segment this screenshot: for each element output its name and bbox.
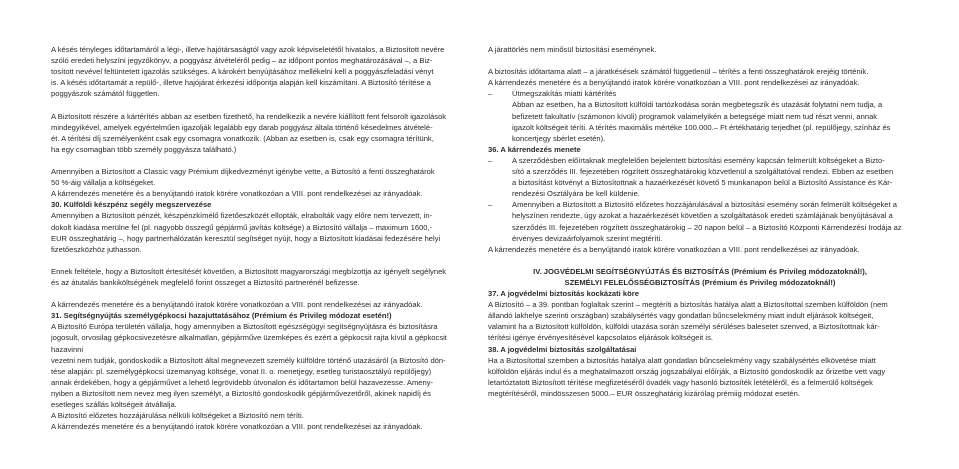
text-line: A Biztosító előzetes hozzájárulása nélküli költségeket a Biztosító nem téríti. bbox=[51, 411, 304, 421]
text-line: dokolt kiadása merülne fel (pl. nagyobb összegű gépjármű javítás költsége) a Biztosító vállalja – maximum 1600,- bbox=[51, 222, 433, 232]
text-line: szóló eredeti helyszíni jegyzőkönyv, a poggyász átvételéről pedig – az időpont pontos meghatározásával –, a Biz- bbox=[51, 56, 433, 66]
text-line: Ha a Biztosítottal szemben a biztosítás hatálya alatt gondatlan bűncselekmény vagy szabálysértés elkövetése miatt bbox=[488, 355, 876, 365]
text-line: állandó lakhelye szerinti országban) szabálysértés vagy gondatlan bűncselekmény miatt indult eljárások költségeit, bbox=[488, 311, 874, 321]
dash-marker: – bbox=[488, 155, 493, 165]
section-title-iv bbox=[488, 266, 912, 288]
text-line: érvényes devizaárfolyamok szerint megtéríti. bbox=[512, 233, 663, 243]
section-heading-30: 30. Külföldi készpénz segély megszervezése bbox=[51, 200, 212, 210]
text-line: annak érdekében, hogy a gépjárművet a lehető legrövidebb útvonalon és időtartamon belül hazavezesse. Ameny- bbox=[51, 377, 434, 387]
karrendezes-note bbox=[51, 299, 473, 310]
dijkedvezmeny-paragraph bbox=[51, 166, 473, 199]
text-line: Útmegszakítás miatti kártérítés bbox=[512, 89, 617, 99]
text-line: helyszínen rendezte, úgy azokat a hazaérkezését követően a szolgáltatások eredeti számlájának benyújtásával a bbox=[512, 211, 893, 221]
karterites-paragraph bbox=[51, 111, 473, 155]
text-line: ha egy csomagban több személy poggyásza található.) bbox=[51, 144, 237, 154]
karrendezes-note bbox=[488, 244, 912, 255]
text-line: 50 %-áig vállalja a költségeket. bbox=[51, 178, 156, 188]
text-line: A kárrendezés menetére és a benyújtandó iratok körére vonatkozóan a VIII. pont rendelkezései az irányadóak. bbox=[51, 300, 423, 310]
left-column bbox=[51, 44, 473, 432]
text-line: rendezési Osztályára be kell küldenie. bbox=[512, 189, 640, 199]
text-line: A kárrendezés menetére és a benyújtandó iratok körére vonatkozóan a VIII. pont rendelkezései az irányadóak. bbox=[488, 78, 860, 88]
text-line: A kárrendezés menetére és a benyújtandó iratok körére vonatkozóan a VIII. pont rendelkezései az irányadóak. bbox=[51, 422, 423, 432]
dash-marker: – bbox=[488, 200, 493, 210]
text-line: esetleges szállás költségeit átvállalja. bbox=[51, 400, 177, 409]
section-heading-31: 31. Segítségnyújtás személygépkocsi hazajuttatásához (Prémium és Privileg módozat esetén!) bbox=[51, 311, 392, 321]
jogvedelem-szolgaltatas-paragraph bbox=[488, 355, 912, 399]
text-line: A kárrendezés menetére és a benyújtandó iratok körére vonatkozóan a VIII. pont rendelkezései az irányadóak. bbox=[51, 189, 423, 199]
karrendezes-item-2 bbox=[488, 199, 912, 243]
jogvedelem-kockazat-paragraph bbox=[488, 299, 912, 343]
section-heading-38: 38. A jogvédelmi biztosítás szolgáltatásai bbox=[488, 344, 637, 354]
text-line: A Biztosító Európa területén vállalja, hogy amennyiben a Biztosított egészségügyi segítségnyújtásra és biztosításra bbox=[51, 322, 438, 332]
text-line: A Biztosító – a 39. pontban foglaltak szerint – megtéríti a biztosítás hatálya alatt a Biztosítottal szemben külföldön (nem bbox=[488, 300, 888, 310]
text-line: vezetni nem tudják, gondoskodik a Biztosított által megnevezett személy külföldre történő utazásáról (a Biztosító dön- bbox=[51, 355, 446, 365]
text-line: poggyászok számától független. bbox=[51, 89, 160, 99]
text-line: megtérítéséről, mindösszesen 5000.– EUR összeghatárig kizárólag prémiig módozat esetén. bbox=[488, 388, 800, 398]
text-line: ét. A térítési díj személyenként csak egy csomagra vonatkozik. (Abban az esetben is, csak egy csomagra térítünk, bbox=[51, 133, 434, 143]
gepkocsi-paragraph bbox=[51, 321, 473, 432]
text-line: jogosult, orvosilag gépkocsivezetésre alkalmatlan, gépjárműve üzemképes és ezért a gépkocsit rajta kívül a gépkocsit hazavinni bbox=[51, 333, 447, 354]
text-line: befizetett fakultatív (számonon kívüli) programok valamelyikén a betegsége miatt nem tud részt venni, annak bbox=[512, 111, 878, 121]
text-line: térítési igénye érvényesítésével kapcsolatos eljárások költségeit is. bbox=[488, 333, 713, 343]
text-line: és az átutalás bankiköltségének megfelelő forint összeget a Biztosító partnerénél befizesse. bbox=[51, 277, 360, 287]
text-line: A járattörlés nem minősül biztosítási eseménynek. bbox=[488, 45, 657, 54]
text-line: mindegyikével, amelyek egyértelműen igazolják legalább egy darab poggyász általa történő késedelmes átvételé- bbox=[51, 122, 433, 132]
text-line: Ennek feltétele, hogy a Biztosított értesítését követően, a Biztosított magyarországi megbízottja az igényelt segélynek bbox=[51, 266, 447, 276]
right-column bbox=[488, 44, 912, 399]
section-title-line: IV. JOGVÉDELMI SEGÍTSÉGNYÚJTÁS ÉS BIZTOSÍTÁS (Prémium és Privileg módozatoknál!), bbox=[533, 266, 867, 276]
dash-marker: – bbox=[488, 89, 493, 99]
text-line: a biztosítást kötvényt a Biztosítottnak a hazaérkezését követő 5 munkanapon belül a Biztosító Assistance és Kár- bbox=[512, 178, 893, 188]
text-line: A Biztosított részére a kártérítés abban az esetben fizethető, ha rendelkezik a nevére kiállított fent felsorolt igazolások bbox=[51, 111, 447, 121]
jarattorles-paragraph bbox=[488, 44, 912, 55]
karrendezes-item-1 bbox=[488, 155, 912, 199]
text-line: koncertjegy sbérlet esetén). bbox=[512, 133, 606, 143]
text-line: A késés tényleges időtartamáról a légi-, illetve hajótársaságtól vagy azok képviseletétől hivatalos, a Biztosított nevére bbox=[51, 45, 445, 54]
section-heading-37: 37. A jogvédelmi biztosítás kockázati köre bbox=[488, 289, 639, 299]
text-line: fizetőeszközhöz juthasson. bbox=[51, 244, 142, 254]
text-line: A szerződésben előírtaknak megfelelően bejelentett biztosítási esemény kapcsán felmerült költségeket a Bizto- bbox=[512, 155, 885, 165]
text-line: Amennyiben a Biztosított a Classic vagy Prémium díjkedvezményt igénybe vette, a Biztosító a fenti összeghatárok bbox=[51, 167, 435, 177]
text-line: külföldön eljárás indul és a meghatalmazott ország jogszabályai előírják, a Biztosító gondoskodik az őrizetbe vett vagy bbox=[488, 366, 886, 376]
text-line: Abban az esetben, ha a Biztosított külföldi tartózkodása során megbetegszik és utazását folytatni nem tudja, a bbox=[512, 100, 883, 110]
text-line: valamint ha a Biztosított külföldön, külföldi utazása során személyi sérüléses balesetet szenved, a Biztosítottnak kár- bbox=[488, 322, 880, 332]
utmegszakitas-item bbox=[488, 88, 912, 143]
text-line: igazolt költségeit téríti. A térítés maximális mértéke 100.000.– Ft értékhatárig terjedhet (pl. repülőjegy, színház és bbox=[512, 122, 891, 132]
text-line: A biztosítás időtartama alatt – a járatkésések számától függetlenül – térítés a fenti összeghatárok erejéig történik. bbox=[488, 67, 869, 77]
section-title-line: SZEMÉLYI FELELŐSSÉGBIZTOSÍTÁS (Prémium és Privileg módozatoknál!) bbox=[564, 277, 836, 287]
text-line: A kárrendezés menetére és a benyújtandó iratok körére vonatkozóan a VIII. pont rendelkezései az irányadóak. bbox=[488, 244, 860, 254]
feltetel-paragraph bbox=[51, 266, 473, 288]
text-line: letartóztatott Biztosított térítése megfizetéséről óvadék vagy hasonló biztosíték letétéléről, és a felmerülő költségek bbox=[488, 377, 873, 387]
text-line: nyiben a Biztosított nem nevez meg ilyen személyt, a Biztosító gondoskodik gépjárművezetőről, akinek napidíj és bbox=[51, 388, 431, 398]
text-line: Amennyiben a Biztosított a Biztosító előzetes hozzájárulásával a biztosítási esemény során felmerült költségeket a bbox=[512, 200, 897, 210]
text-line: Amennyiben a Biztosított pénzét, készpénzkímélő fizetőeszközét ellopták, elrabolták vagy előre nem tervezett, in- bbox=[51, 211, 433, 221]
idotartam-paragraph bbox=[488, 66, 912, 88]
text-line: szerződés III. fejezetében rögzített összeghatárokig – 20 napon belül – a Biztosító Központi Kárrendezési Irodája az bbox=[512, 222, 902, 232]
text-line: sító a szerződés III. fejezetében rögzített összeghatárokig közvetlenül a szolgáltatóval rendezi. Ebben az esetben bbox=[512, 167, 894, 177]
poggyasz-keses-paragraph bbox=[51, 44, 473, 99]
text-line: tosított nevével feltüntetett igazolás szükséges. A károkért benyújtásához mellékelni kell a poggyászfeladási vényt bbox=[51, 67, 434, 77]
text-line: is. A késés időtartamát a repülő-, illetve hajójárat érkezési időpontja alapján kell kiszámítani. A Biztosító térítése a bbox=[51, 78, 431, 88]
keszpenz-segely-paragraph bbox=[51, 210, 473, 254]
text-line: tése alapján: pl. személygépkocsi üzemanyag költsége, vonat II. o. menetjegy, esetleg turistaosztályú repülőjegy) bbox=[51, 366, 432, 376]
text-line: EUR összeghatárig –, hogy partnerhálózatán keresztül segítséget nyújt, hogy a Biztosított kiadásai fedezésére helyi bbox=[51, 233, 441, 243]
section-heading-36: 36. A kárrendezés menete bbox=[488, 144, 581, 154]
